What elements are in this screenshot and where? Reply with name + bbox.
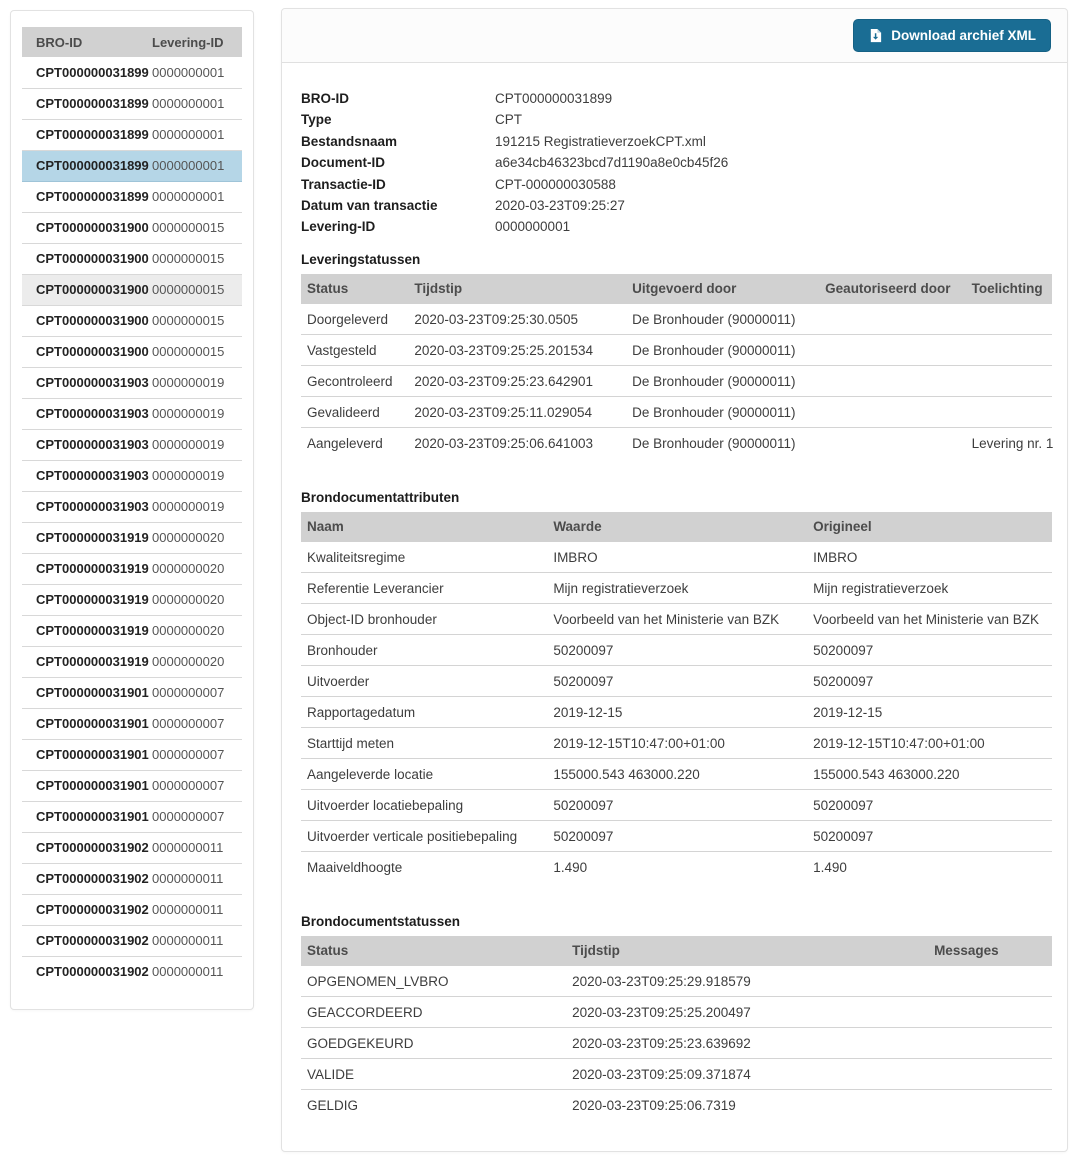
column-header: Naam: [301, 512, 547, 542]
cell: Uitvoerder locatiebepaling: [307, 797, 464, 813]
cell: IMBRO: [553, 549, 598, 565]
header-row: [301, 936, 1052, 966]
cell: Uitvoerder verticale positiebepaling: [307, 828, 518, 844]
bro-id-cell: CPT000000031900: [36, 313, 149, 328]
delivery-list-row[interactable]: [22, 429, 242, 460]
bro-id-cell: CPT000000031899: [36, 127, 149, 142]
bro-id-cell: CPT000000031900: [36, 282, 149, 297]
cell: Doorgeleverd: [307, 311, 389, 327]
delivery-list-row[interactable]: [22, 367, 242, 398]
detail-value: 191215 RegistratieverzoekCPT.xml: [495, 133, 706, 149]
cell: Uitvoerder: [307, 673, 370, 689]
column-header: Toelichting: [966, 274, 1052, 304]
detail-label: Document-ID: [301, 155, 385, 171]
delivery-list-row[interactable]: [22, 708, 242, 739]
delivery-list-row[interactable]: [22, 584, 242, 615]
detail-sections: [301, 252, 1052, 1121]
cell: Starttijd meten: [307, 735, 395, 751]
cell: 50200097: [553, 673, 614, 689]
bro-id-cell: CPT000000031902: [36, 902, 149, 917]
levering-id-cell: 0000000011: [152, 871, 224, 886]
delivery-list-row[interactable]: [22, 615, 242, 646]
cell: [928, 1090, 1052, 1121]
levering-id-cell: 0000000020: [152, 592, 225, 607]
cell: 1.490: [813, 860, 847, 876]
delivery-list-row[interactable]: [22, 243, 242, 274]
delivery-list-row[interactable]: [22, 925, 242, 956]
delivery-list-row[interactable]: [22, 801, 242, 832]
document-details: [301, 88, 1052, 238]
levering-id-cell: 0000000011: [152, 964, 224, 980]
bro-id-cell: CPT000000031901: [36, 778, 149, 793]
cell: 1.490: [553, 860, 588, 876]
bro-id-cell: CPT000000031902: [36, 840, 149, 855]
delivery-list-row[interactable]: [22, 894, 242, 925]
bro-id-cell: CPT000000031899: [36, 158, 149, 173]
delivery-list-row[interactable]: [22, 677, 242, 708]
cell: [928, 1028, 1052, 1059]
levering-id-cell: 0000000011: [152, 933, 224, 948]
delivery-list-row[interactable]: [22, 88, 242, 119]
levering-id-cell: 0000000007: [152, 716, 225, 731]
detail-panel-body: [282, 63, 1067, 1121]
levering-id-cell: 0000000019: [152, 406, 225, 421]
table-row: [301, 366, 1052, 397]
delivery-list-row[interactable]: [22, 863, 242, 894]
cell: GELDIG: [307, 1098, 359, 1114]
levering-id-cell: 0000000015: [152, 282, 225, 297]
cell: De Bronhouder (90000011): [632, 311, 796, 327]
cell: Voorbeeld van het Ministerie van BZK: [553, 611, 780, 627]
table-row: [301, 1028, 1052, 1059]
column-header: Status: [301, 936, 566, 966]
detail-value: CPT000000031899: [495, 91, 613, 106]
delivery-list-row[interactable]: [22, 150, 242, 181]
table-row: [301, 821, 1052, 852]
detail-row: [301, 152, 1052, 173]
table-row: [301, 304, 1052, 335]
delivery-list-panel: [10, 10, 254, 1010]
levering-id-cell: 0000000011: [152, 902, 224, 917]
bro-id-cell: CPT000000031899: [36, 96, 149, 111]
cell: 2019-12-15T10:47:00+01:00: [813, 735, 985, 751]
bro-id-cell: CPT000000031919: [36, 654, 149, 669]
levering-id-cell: 0000000019: [152, 437, 225, 452]
delivery-list-table: [22, 27, 242, 987]
cell: Aangeleverde locatie: [307, 766, 434, 782]
cell: 50200097: [553, 642, 614, 658]
table-row: [301, 573, 1052, 604]
column-header: Geautoriseerd door: [819, 274, 965, 304]
column-header: Status: [301, 274, 408, 304]
cell: Mijn registratieverzoek: [813, 580, 949, 596]
column-header: Origineel: [807, 512, 1052, 542]
header-row: [301, 274, 1052, 304]
cell: Bronhouder: [307, 642, 378, 658]
cell: 2020-03-23T09:25:06.7319: [572, 1098, 736, 1114]
bro-id-cell: CPT000000031919: [36, 623, 149, 638]
delivery-list-row[interactable]: [22, 336, 242, 367]
bro-id-cell: CPT000000031903: [36, 406, 149, 421]
cell: [819, 397, 965, 428]
brondocumentstatussen-table: [301, 936, 1052, 1121]
cell: [819, 428, 965, 459]
column-header: Uitgevoerd door: [626, 274, 819, 304]
cell: [928, 966, 1052, 997]
cell: 2020-03-23T09:25:30.0505: [414, 311, 579, 327]
cell: 2020-03-23T09:25:23.639692: [572, 1035, 751, 1051]
bro-id-cell: CPT000000031902: [36, 871, 149, 886]
detail-label: Datum van transactie: [301, 198, 438, 214]
bro-id-cell: CPT000000031919: [36, 530, 149, 545]
cell: De Bronhouder (90000011): [632, 373, 796, 389]
cell: 2019-12-15: [553, 704, 623, 720]
bro-id-cell: CPT000000031900: [36, 251, 149, 266]
levering-id-cell: 0000000015: [152, 251, 225, 266]
section-leveringstatussen: [301, 252, 1052, 459]
bro-id-cell: CPT000000031899: [36, 64, 149, 80]
delivery-list-row[interactable]: [22, 460, 242, 491]
cell: 155000.543 463000.220: [553, 766, 700, 782]
table-row: [301, 759, 1052, 790]
section-title: Brondocumentstatussen: [301, 913, 461, 929]
delivery-list-row[interactable]: [22, 832, 242, 863]
delivery-list-row[interactable]: [22, 398, 242, 429]
bro-id-cell: CPT000000031903: [36, 499, 149, 514]
column-header: Tijdstip: [408, 274, 626, 304]
cell: 2020-03-23T09:25:25.201534: [414, 342, 594, 358]
cell: 50200097: [553, 828, 614, 844]
table-row: [301, 428, 1052, 459]
table-row: [301, 852, 1052, 883]
bro-id-cell: CPT000000031903: [36, 468, 149, 483]
detail-row: [301, 195, 1052, 216]
bro-id-cell: CPT000000031901: [36, 809, 149, 824]
cell: Aangeleverd: [307, 436, 383, 452]
cell: 155000.543 463000.220: [813, 766, 960, 782]
levering-id-cell: 0000000007: [152, 778, 225, 793]
delivery-list-row[interactable]: [22, 491, 242, 522]
levering-id-cell: 0000000001: [152, 189, 225, 204]
section-title: Brondocumentattributen: [301, 489, 460, 505]
bro-id-cell: CPT000000031919: [36, 592, 149, 607]
cell: Gevalideerd: [307, 404, 380, 420]
detail-panel: [281, 8, 1068, 1152]
cell: GEACCORDEERD: [307, 1004, 423, 1020]
table-row: [301, 397, 1052, 428]
bro-id-cell: CPT000000031903: [36, 437, 149, 452]
cell: Voorbeeld van het Ministerie van BZK: [813, 611, 1040, 627]
cell: 2019-12-15T10:47:00+01:00: [553, 735, 725, 751]
table-row: [301, 1059, 1052, 1090]
cell: 50200097: [813, 642, 874, 658]
table-row: [301, 666, 1052, 697]
section-brondocumentattributen: [301, 490, 1052, 883]
cell: Referentie Leverancier: [307, 580, 444, 596]
detail-value: 0000000001: [495, 219, 571, 235]
cell: De Bronhouder (90000011): [632, 404, 796, 420]
detail-label: Type: [301, 112, 332, 128]
bro-id-cell: CPT000000031901: [36, 747, 149, 762]
levering-id-cell: 0000000001: [152, 96, 225, 111]
column-header: Waarde: [547, 512, 807, 542]
detail-value: 2020-03-23T09:25:27: [495, 198, 625, 214]
bro-id-cell: CPT000000031902: [36, 933, 149, 948]
cell: Levering nr. 1: [971, 436, 1054, 452]
cell: 50200097: [553, 797, 614, 813]
levering-id-cell: 0000000019: [152, 468, 225, 483]
cell: 2020-03-23T09:25:29.918579: [572, 973, 751, 989]
delivery-list-row[interactable]: [22, 553, 242, 584]
table-row: [301, 542, 1052, 573]
cell: De Bronhouder (90000011): [632, 342, 796, 358]
delivery-list-row[interactable]: [22, 739, 242, 770]
delivery-list-header-row: [22, 27, 242, 57]
table-row: [301, 997, 1052, 1028]
bro-id-cell: CPT000000031899: [36, 189, 149, 204]
cell: [819, 366, 965, 397]
levering-id-cell: 0000000001: [152, 127, 225, 142]
column-header-levering-id: Levering-ID: [152, 27, 242, 57]
delivery-list-row[interactable]: [22, 181, 242, 212]
cell: GOEDGEKEURD: [307, 1035, 414, 1051]
levering-id-cell: 0000000001: [152, 158, 225, 173]
levering-id-cell: 0000000019: [152, 375, 225, 390]
column-header: Messages: [928, 936, 1052, 966]
table-row: [301, 604, 1052, 635]
column-header-bro-id: BRO-ID: [22, 27, 152, 57]
header-row: [301, 512, 1052, 542]
levering-id-cell: 0000000020: [152, 654, 225, 669]
cell: 50200097: [813, 797, 874, 813]
cell: Object-ID bronhouder: [307, 611, 437, 627]
detail-row: [301, 216, 1052, 237]
detail-row: [301, 109, 1052, 130]
detail-value: CPT-000000030588: [495, 176, 616, 192]
cell: [928, 1059, 1052, 1090]
delivery-list-row[interactable]: [22, 119, 242, 150]
detail-value: CPT: [495, 112, 522, 128]
file-download-icon: [868, 28, 883, 43]
cell: [966, 335, 1052, 366]
levering-id-cell: 0000000020: [152, 561, 225, 576]
cell: 2020-03-23T09:25:23.642901: [414, 373, 594, 389]
cell: [928, 997, 1052, 1028]
cell: 50200097: [813, 673, 874, 689]
delivery-list-row[interactable]: [22, 646, 242, 677]
cell: Vastgesteld: [307, 342, 377, 358]
detail-row: [301, 88, 1052, 109]
detail-row: [301, 174, 1052, 195]
cell: 2020-03-23T09:25:11.029054: [414, 404, 593, 420]
table-row: [301, 335, 1052, 366]
detail-label: Transactie-ID: [301, 176, 386, 192]
cell: VALIDE: [307, 1066, 355, 1082]
detail-label: Levering-ID: [301, 219, 376, 235]
cell: 2020-03-23T09:25:06.641003: [414, 436, 594, 452]
delivery-list-row[interactable]: [22, 770, 242, 801]
delivery-list-row[interactable]: [22, 274, 242, 305]
cell: Kwaliteitsregime: [307, 549, 406, 565]
bro-id-cell: CPT000000031903: [36, 375, 149, 390]
bro-id-cell: CPT000000031900: [36, 220, 149, 235]
table-row: [301, 1090, 1052, 1121]
download-archive-xml-button[interactable]: [853, 19, 1051, 52]
column-header: Tijdstip: [566, 936, 928, 966]
levering-id-cell: 0000000020: [152, 530, 225, 545]
cell: De Bronhouder (90000011): [632, 436, 796, 452]
levering-id-cell: 0000000007: [152, 747, 225, 762]
bro-id-cell: CPT000000031901: [36, 716, 149, 731]
table-row: [301, 635, 1052, 666]
leveringstatussen-table: [301, 274, 1052, 459]
cell: 2020-03-23T09:25:09.371874: [572, 1066, 751, 1082]
section-brondocumentstatussen: [301, 914, 1052, 1121]
brondocumentattributen-table: [301, 512, 1052, 883]
download-button-label: Download archief XML: [891, 28, 1036, 43]
delivery-list-row[interactable]: [22, 57, 242, 88]
cell: 2020-03-23T09:25:25.200497: [572, 1004, 751, 1020]
table-row: [301, 790, 1052, 821]
cell: OPGENOMEN_LVBRO: [307, 973, 449, 989]
cell: 50200097: [813, 828, 874, 844]
levering-id-cell: 0000000020: [152, 623, 225, 638]
bro-id-cell: CPT000000031901: [36, 685, 149, 700]
cell: IMBRO: [813, 549, 858, 565]
table-row: [301, 728, 1052, 759]
delivery-list-row[interactable]: [22, 522, 242, 553]
cell: Mijn registratieverzoek: [553, 580, 689, 596]
delivery-list-row[interactable]: [22, 212, 242, 243]
detail-label: BRO-ID: [301, 91, 349, 106]
table-row: [301, 966, 1052, 997]
detail-row: [301, 131, 1052, 152]
delivery-list-row[interactable]: [22, 305, 242, 336]
detail-label: Bestandsnaam: [301, 133, 398, 149]
levering-id-cell: 0000000001: [152, 64, 225, 80]
cell: [819, 335, 965, 366]
cell: [966, 366, 1052, 397]
levering-id-cell: 0000000019: [152, 499, 225, 514]
cell: [966, 304, 1052, 335]
cell: Rapportagedatum: [307, 704, 416, 720]
table-row: [301, 697, 1052, 728]
cell: [819, 304, 965, 335]
section-title: Leveringstatussen: [301, 251, 421, 267]
detail-value: a6e34cb46323bcd7d1190a8e0cb45f26: [495, 155, 729, 171]
levering-id-cell: 0000000015: [152, 344, 225, 359]
levering-id-cell: 0000000011: [152, 840, 224, 855]
cell: Maaiveldhoogte: [307, 860, 403, 876]
levering-id-cell: 0000000007: [152, 809, 225, 824]
levering-id-cell: 0000000015: [152, 220, 225, 235]
bro-id-cell: CPT000000031902: [36, 964, 149, 980]
levering-id-cell: 0000000007: [152, 685, 225, 700]
cell: Gecontroleerd: [307, 373, 393, 389]
detail-panel-header: [282, 9, 1067, 63]
cell: [966, 397, 1052, 428]
bro-id-cell: CPT000000031900: [36, 344, 149, 359]
levering-id-cell: 0000000015: [152, 313, 225, 328]
delivery-list-row[interactable]: [22, 956, 242, 987]
cell: 2019-12-15: [813, 704, 883, 720]
bro-id-cell: CPT000000031919: [36, 561, 149, 576]
